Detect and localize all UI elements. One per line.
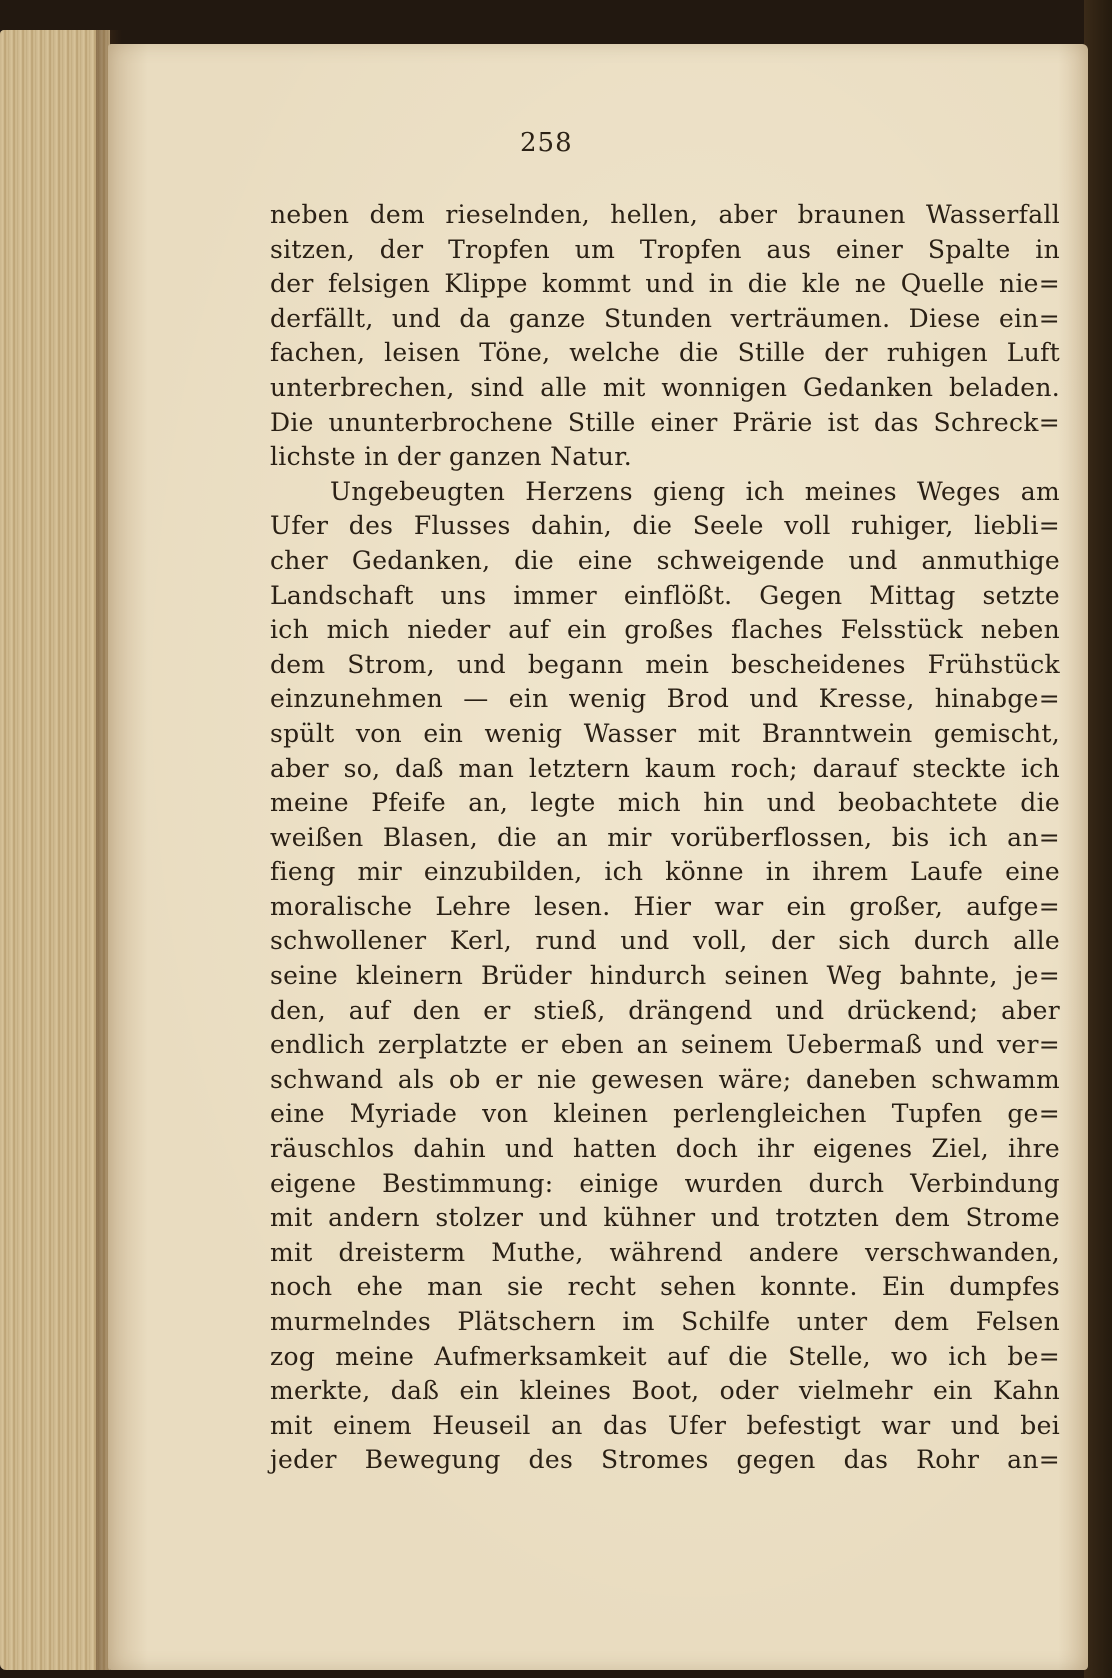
text-line: eine Myriade von kleinen perlengleichen Tupfen ge= (270, 1099, 1060, 1129)
text-line: mit einem Heuseil an das Ufer befestigt war und bei (270, 1410, 1060, 1440)
text-line: endlich zerplatzte er eben an seinem Uebermaß und ver= (270, 1030, 1060, 1060)
text-line: neben dem rieselnden, hellen, aber braunen Wasserfall (270, 200, 1060, 229)
text-line: jeder Bewegung des Stromes gegen das Rohr an= (270, 1445, 1060, 1475)
text-line: merkte, daß ein kleines Boot, oder vielmehr ein Kahn (270, 1376, 1060, 1406)
text-line: sitzen, der Tropfen um Tropfen aus einer Spalte in (270, 234, 1060, 264)
text-line: cher Gedanken, die eine schweigende und anmuthige (270, 545, 1060, 575)
text-line: moralische Lehre lesen. Hier war ein großer, aufge= (270, 891, 1060, 921)
text-line: derfällt, und da ganze Stunden verträumen. Diese ein= (270, 303, 1060, 333)
text-line: Ufer des Flusses dahin, die Seele voll ruhiger, liebli= (270, 511, 1060, 541)
text-line: weißen Blasen, die an mir vorüberflossen, bis ich an= (270, 822, 1060, 852)
text-line: lichste in der ganzen Natur. (270, 442, 632, 472)
text-line: spült von ein wenig Wasser mit Branntwein gemischt, (270, 718, 1060, 748)
page-number: 258 (520, 128, 573, 158)
text-line: zog meine Aufmerksamkeit auf die Stelle, wo ich be= (270, 1341, 1060, 1371)
text-line: noch ehe man sie recht sehen konnte. Ein dumpfes (270, 1272, 1060, 1302)
text-line: murmelndes Plätschern im Schilfe unter dem Felsen (270, 1307, 1060, 1336)
text-line: eigene Bestimmung: einige wurden durch Verbindung (270, 1168, 1060, 1198)
text-line: aber so, daß man letztern kaum roch; darauf steckte ich (270, 753, 1060, 783)
text-line: fieng mir einzubilden, ich könne in ihrem Laufe eine (270, 857, 1060, 887)
text-line: räuschlos dahin und hatten doch ihr eigenes Ziel, ihre (270, 1134, 1060, 1164)
text-line: fachen, leisen Töne, welche die Stille der ruhigen Luft (270, 338, 1060, 368)
text-line: der felsigen Klippe kommt und in die kle ne Quelle nie= (270, 269, 1060, 299)
text-line: Landschaft uns immer einflößt. Gegen Mittag setzte (270, 580, 1060, 610)
text-line: meine Pfeife an, legte mich hin und beobachtete die (270, 788, 1060, 818)
text-line: schwollener Kerl, rund und voll, der sich durch alle (270, 926, 1060, 956)
text-line: schwand als ob er nie gewesen wäre; daneben schwamm (270, 1064, 1060, 1094)
text-line: mit andern stolzer und kühner und trotzten dem Strome (270, 1203, 1060, 1233)
text-line: seine kleinern Brüder hindurch seinen Weg bahnte, je= (270, 961, 1060, 991)
text-line: einzunehmen — ein wenig Brod und Kresse, hinabge= (270, 684, 1060, 714)
text-line: Die ununterbrochene Stille einer Prärie ist das Schreck= (270, 407, 1060, 437)
page-edges (0, 30, 110, 1670)
text-line: ich mich nieder auf ein großes flaches Felsstück neben (270, 615, 1060, 645)
text-line: mit dreisterm Muthe, während andere verschwanden, (270, 1237, 1060, 1267)
text-line: den, auf den er stieß, drängend und drückend; aber (270, 995, 1060, 1025)
text-body (270, 198, 1060, 1478)
text-line: dem Strom, und begann mein bescheidenes Frühstück (270, 649, 1060, 679)
text-line: Ungebeugten Herzens gieng ich meines Weges am (330, 476, 1060, 506)
text-line: unterbrechen, sind alle mit wonnigen Gedanken beladen. (270, 372, 1060, 402)
book-binding (1084, 0, 1112, 1678)
